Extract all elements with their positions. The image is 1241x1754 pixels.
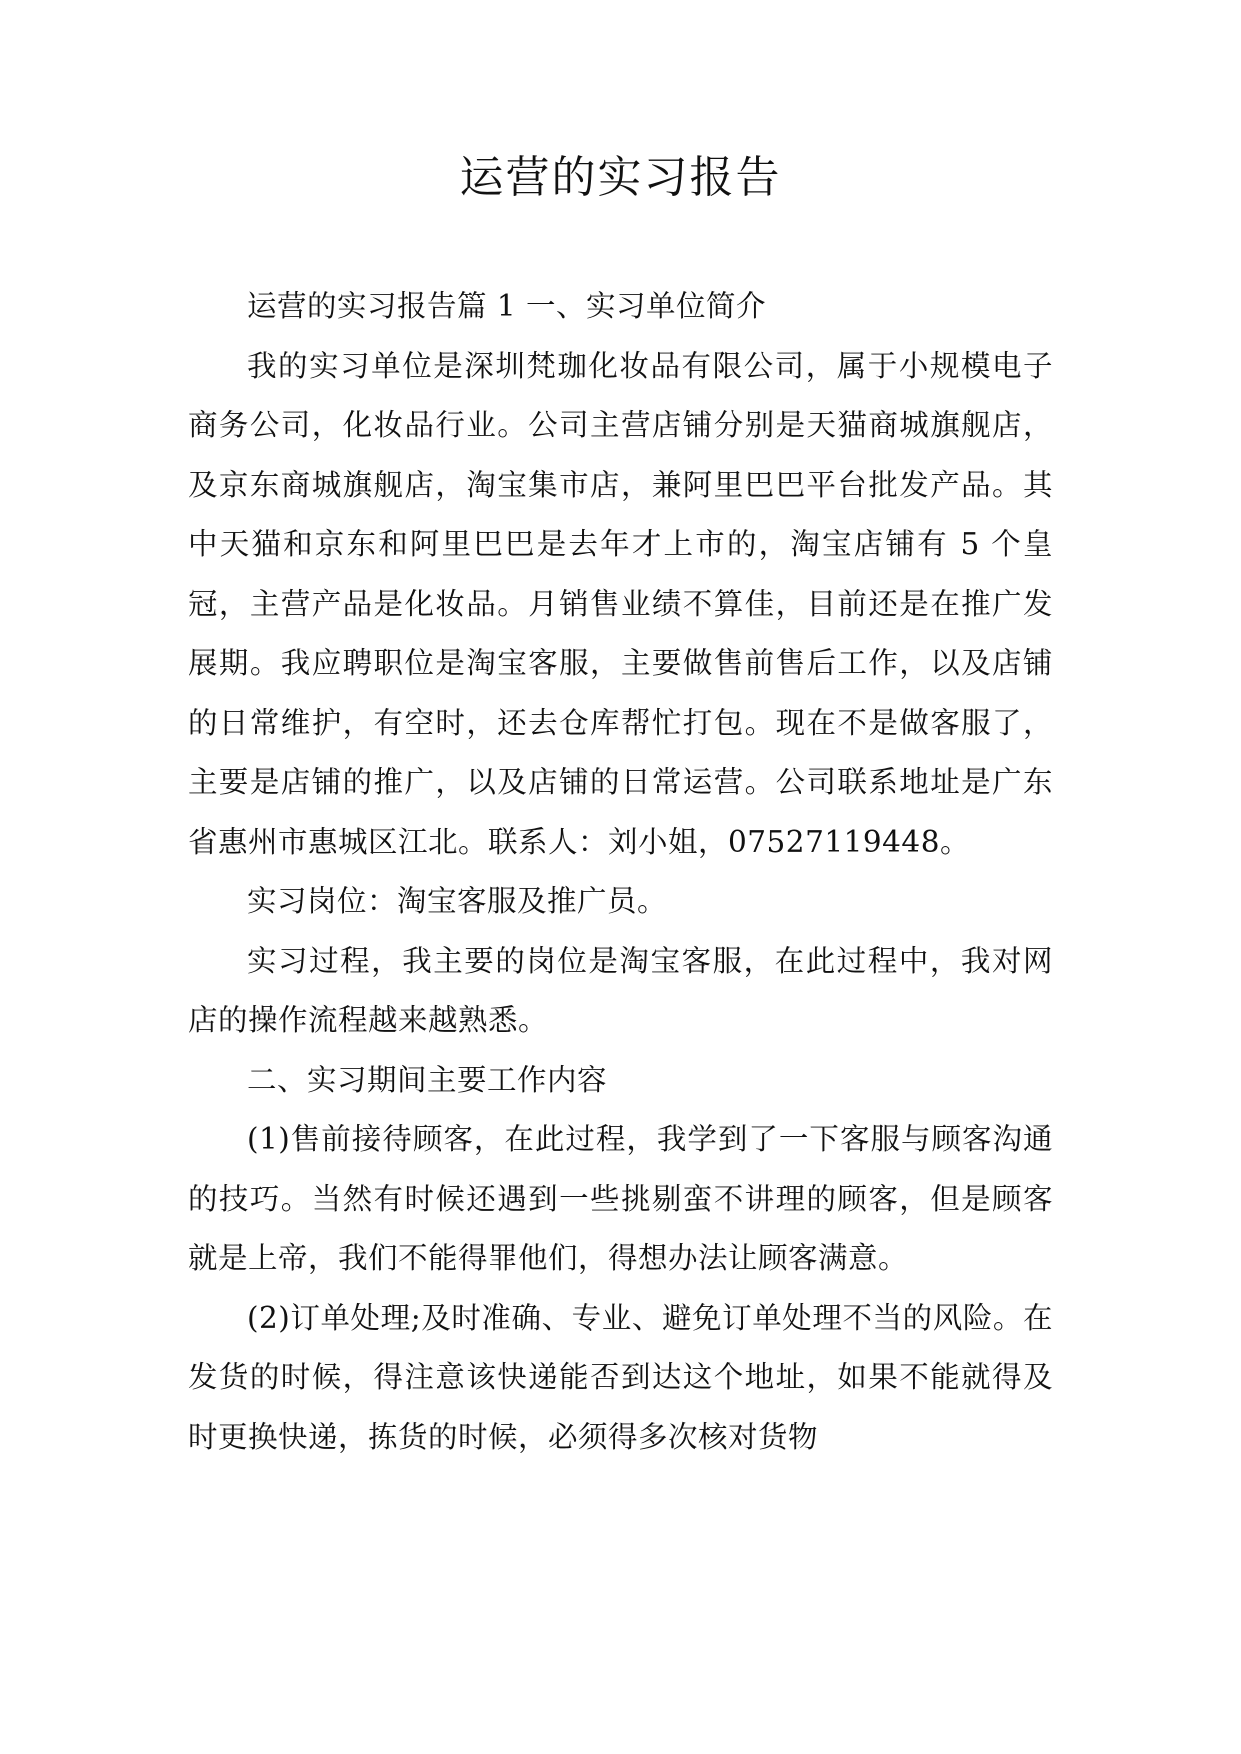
paragraph-section-heading-1: 运营的实习报告篇 1 一、实习单位简介 — [247, 289, 767, 323]
paragraph-section-heading-2: 二、实习期间主要工作内容 — [247, 1062, 608, 1097]
paragraph-order-processing: (2)订单处理;及时准确、专业、避免订单处理不当的风险。在发货的时候，得注意该快递能否到达这个地址，如果不能就得及时更换快递，拣货的时候，必须得多次核对货物 — [188, 1300, 1053, 1454]
paragraph-company-intro: 我的实习单位是深圳梵珈化妆品有限公司，属于小规模电子商务公司，化妆品行业。公司主营店铺分别是天猫商城旗舰店，及京东商城旗舰店，淘宝集市店，兼阿里巴巴平台批发产品。其中天猫和京东和阿里巴巴是去年才上市的，淘宝店铺有 5 个皇冠，主营产品是化妆品。月销售业绩不算佳，目前还是在推广发展期。我应聘职位是淘宝客服，主要做售前售后工作，以及店铺的日常维护，有空时，还去仓库帮忙打包。现在不是做客服了，主要是店铺的推广，以及店铺的日常运营。公司联系地址是广东省惠州市惠城区江北。联系人：刘小姐，07527119448。 — [188, 348, 1053, 859]
paragraph-internship-position: 实习岗位：淘宝客服及推广员。 — [247, 884, 668, 918]
paragraph-internship-process: 实习过程，我主要的岗位是淘宝客服，在此过程中，我对网店的操作流程越来越熟悉。 — [188, 943, 1053, 1037]
document-title: 运营的实习报告 — [459, 152, 782, 203]
document-body — [188, 277, 1053, 1467]
paragraph-presales: (1)售前接待顾客，在此过程，我学到了一下客服与顾客沟通的技巧。当然有时候还遇到一些挑剔蛮不讲理的顾客，但是顾客就是上帝，我们不能得罪他们，得想办法让顾客满意。 — [188, 1122, 1053, 1275]
